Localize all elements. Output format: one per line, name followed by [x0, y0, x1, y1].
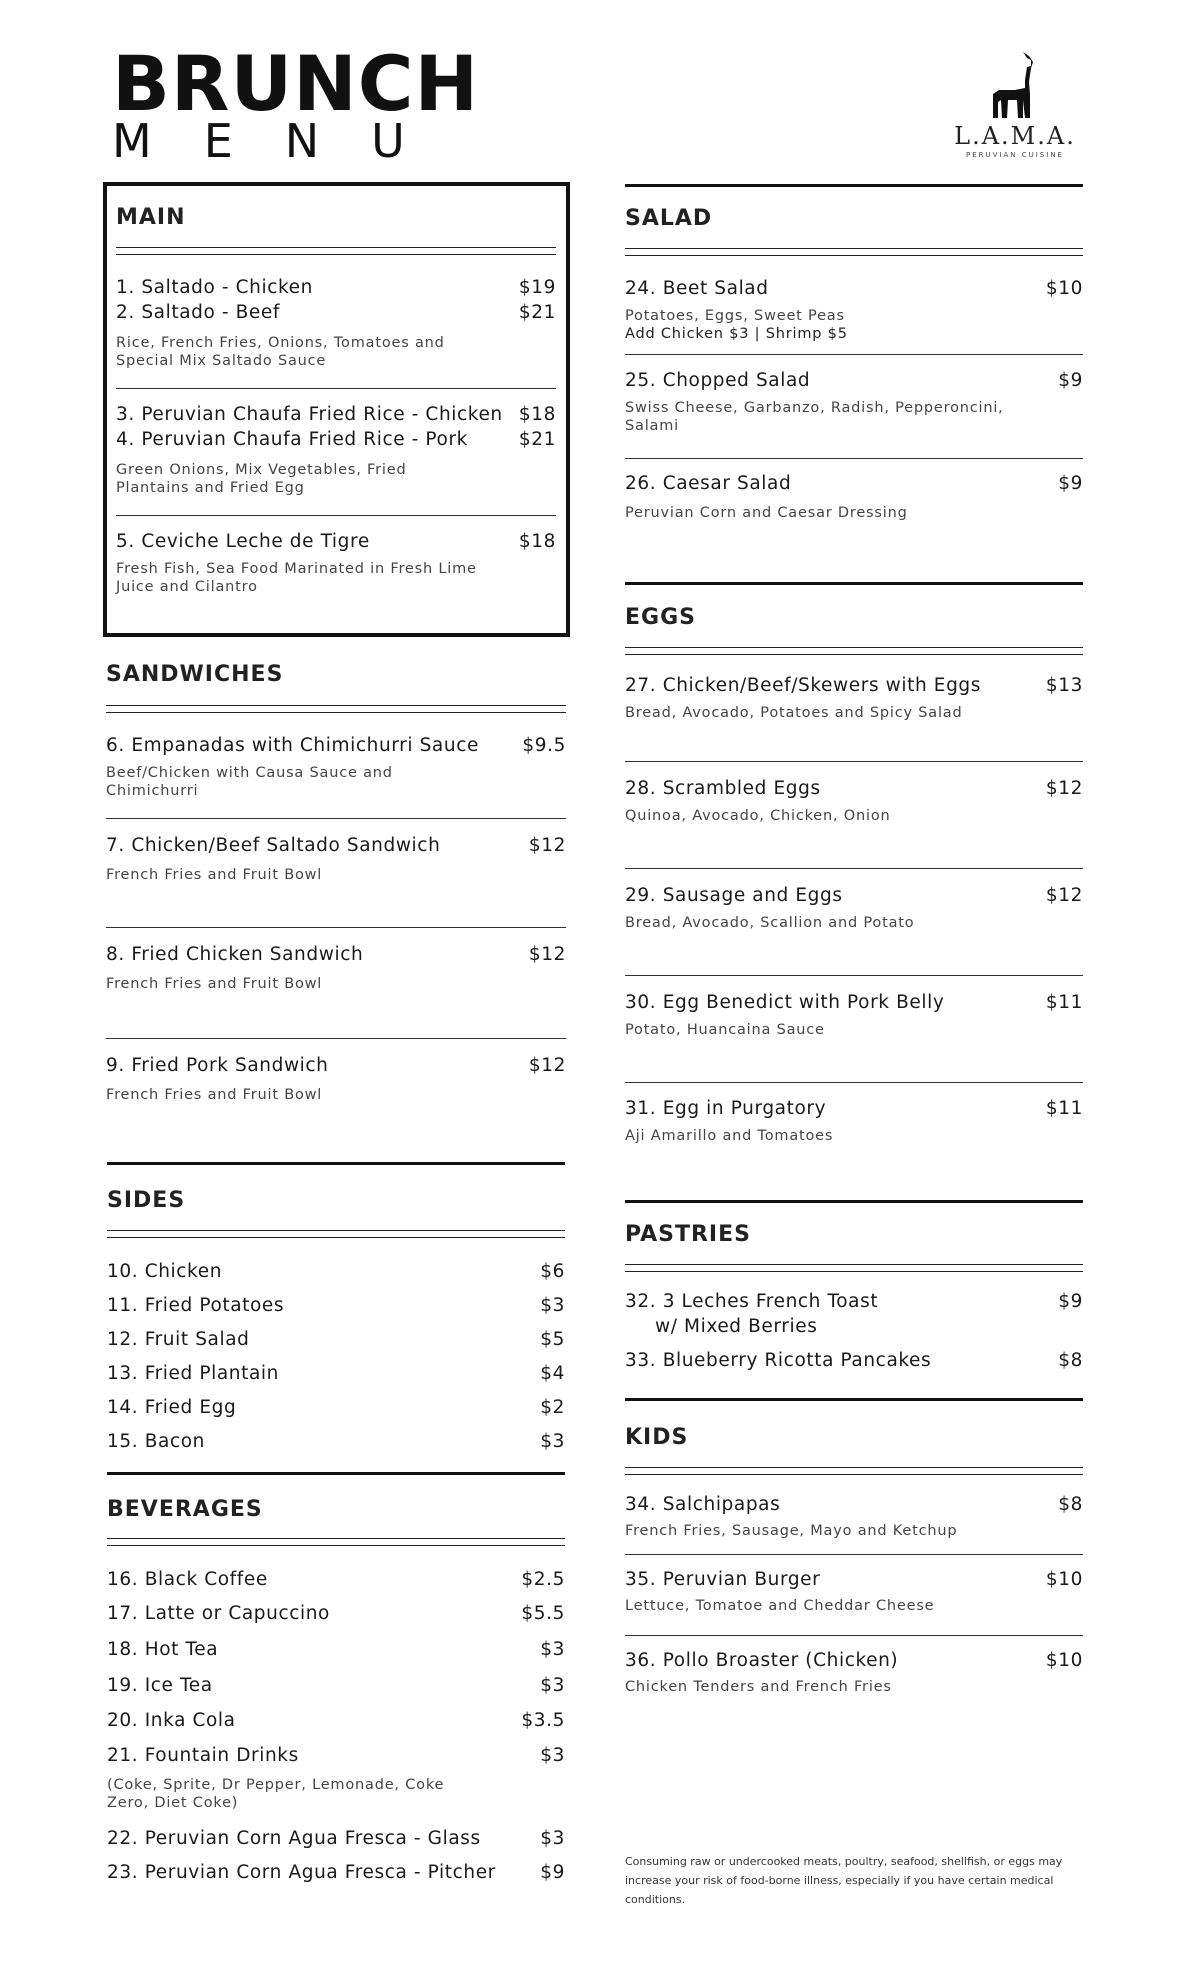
- beverages-list: [107, 1563, 565, 1890]
- section-title-main: MAIN: [116, 205, 186, 230]
- menu-item: 21. Fountain Drinks $3: [107, 1745, 565, 1766]
- logo-name: L.A.M.A.: [954, 122, 1076, 150]
- menu-item: 34. Salchipapas $8 French Fries, Sausage, Mayo and Ketchup: [625, 1494, 1083, 1539]
- divider: [625, 458, 1083, 459]
- menu-item: 6. Empanadas with Chimichurri Sauce $9.5 Beef/Chicken with Causa Sauce and Chimichurri: [106, 735, 566, 799]
- menu-subtitle: MENU: [112, 114, 457, 168]
- divider: [625, 354, 1083, 355]
- menu-item: 13. Fried Plantain $4: [107, 1363, 565, 1384]
- menu-item: 28. Scrambled Eggs $12 Quinoa, Avocado, Chicken, Onion: [625, 778, 1083, 824]
- menu-item: 2. Saltado - Beef $21: [116, 302, 556, 323]
- menu-item: 29. Sausage and Eggs $12 Bread, Avocado, Scallion and Potato: [625, 885, 1083, 931]
- divider: [625, 184, 1083, 187]
- menu-item: 15. Bacon $3: [107, 1431, 565, 1452]
- item-description: Green Onions, Mix Vegetables, Fried Plantains and Fried Egg: [116, 462, 407, 496]
- main-group-2: [116, 402, 556, 497]
- menu-item: 20. Inka Cola $3.5: [107, 1710, 565, 1731]
- pastries-section: [625, 1222, 1083, 1373]
- menu-item: 3. Peruvian Chaufa Fried Rice - Chicken $18: [116, 404, 556, 425]
- beverages-section: [107, 1497, 565, 1890]
- section-title-eggs: EGGS: [625, 605, 696, 630]
- menu-title: BRUNCH: [112, 39, 480, 128]
- item-description: Rice, French Fries, Onions, Tomatoes and Special Mix Saltado Sauce: [116, 335, 445, 369]
- menu-item: 30. Egg Benedict with Pork Belly $11 Potato, Huancaina Sauce: [625, 992, 1083, 1038]
- divider: [106, 705, 566, 713]
- divider: [625, 761, 1083, 762]
- kids-section: [625, 1425, 1083, 1696]
- eggs-section: [625, 605, 1083, 1145]
- section-title-pastries: PASTRIES: [625, 1222, 751, 1247]
- divider: [625, 1264, 1083, 1272]
- menu-item: 9. Fried Pork Sandwich $12 French Fries and Fruit Bowl: [106, 1055, 566, 1103]
- menu-item: 19. Ice Tea $3: [107, 1675, 565, 1696]
- menu-item: 1. Saltado - Chicken $19: [116, 277, 556, 298]
- menu-item: 18. Hot Tea $3: [107, 1639, 565, 1660]
- divider: [625, 582, 1083, 585]
- section-title-salad: SALAD: [625, 206, 713, 231]
- divider: [106, 927, 566, 928]
- item-description: (Coke, Sprite, Dr Pepper, Lemonade, Coke Zero, Diet Coke): [107, 1777, 445, 1811]
- divider: [107, 1472, 565, 1475]
- menu-item: 5. Ceviche Leche de Tigre $18: [116, 531, 556, 552]
- menu-item: 16. Black Coffee $2.5: [107, 1569, 565, 1590]
- menu-item: 22. Peruvian Corn Agua Fresca - Glass $3: [107, 1828, 565, 1849]
- menu-item: 26. Caesar Salad $9 Peruvian Corn and Caesar Dressing: [625, 473, 1083, 521]
- menu-item: 11. Fried Potatoes $3: [107, 1295, 565, 1316]
- divider: [106, 1038, 566, 1039]
- menu-item: 31. Egg in Purgatory $11 Aji Amarillo and Tomatoes: [625, 1098, 1083, 1144]
- divider: [116, 388, 556, 389]
- menu-item: 17. Latte or Capuccino $5.5: [107, 1603, 565, 1624]
- menu-item: 8. Fried Chicken Sandwich $12 French Fries and Fruit Bowl: [106, 944, 566, 992]
- section-title-kids: KIDS: [625, 1425, 689, 1450]
- menu-item: 27. Chicken/Beef/Skewers with Eggs $13 Bread, Avocado, Potatoes and Spicy Salad: [625, 675, 1083, 721]
- sides-list: [107, 1255, 565, 1459]
- menu-item: 32. 3 Leches French Toast $9 w/ Mixed Berries: [625, 1291, 1083, 1337]
- section-title-beverages: BEVERAGES: [107, 1497, 263, 1522]
- divider: [106, 818, 566, 819]
- main-group-1: [116, 275, 556, 370]
- menu-item: 36. Pollo Broaster (Chicken) $10 Chicken Tenders and French Fries: [625, 1650, 1083, 1695]
- divider: [625, 1398, 1083, 1401]
- divider: [625, 647, 1083, 655]
- section-title-sides: SIDES: [107, 1188, 186, 1213]
- main-section-content: [116, 205, 556, 596]
- llama-icon: [985, 50, 1045, 120]
- divider: [107, 1538, 565, 1546]
- divider: [107, 1162, 565, 1165]
- sandwiches-section: [106, 662, 566, 1104]
- main-group-3: [116, 529, 556, 596]
- menu-item: 10. Chicken $6: [107, 1261, 565, 1282]
- divider: [116, 247, 556, 255]
- divider: [116, 515, 556, 516]
- divider: [625, 1635, 1083, 1636]
- sides-section: [107, 1188, 565, 1459]
- divider: [625, 1200, 1083, 1203]
- menu-item: 23. Peruvian Corn Agua Fresca - Pitcher $9: [107, 1862, 565, 1883]
- divider: [625, 1082, 1083, 1083]
- item-description: Fresh Fish, Sea Food Marinated in Fresh Lime Juice and Cilantro: [116, 561, 477, 595]
- food-safety-note: Consuming raw or undercooked meats, poultry, seafood, shellfish, or eggs may increase your risk of food-borne illness, especially if you have certain medical conditions.: [625, 1855, 1063, 1906]
- menu-item: 7. Chicken/Beef Saltado Sandwich $12 French Fries and Fruit Bowl: [106, 835, 566, 883]
- menu-item: 33. Blueberry Ricotta Pancakes $8: [625, 1350, 1083, 1371]
- divider: [625, 248, 1083, 256]
- divider: [625, 868, 1083, 869]
- menu-item: 14. Fried Egg $2: [107, 1397, 565, 1418]
- logo-tagline: PERUVIAN CUISINE: [966, 151, 1064, 159]
- menu-item: 4. Peruvian Chaufa Fried Rice - Pork $21: [116, 429, 556, 450]
- menu-item: 25. Chopped Salad $9 Swiss Cheese, Garbanzo, Radish, Pepperoncini, Salami: [625, 370, 1083, 434]
- divider: [625, 1467, 1083, 1475]
- section-title-sandwiches: SANDWICHES: [106, 662, 284, 687]
- menu-item: 24. Beet Salad $10 Potatoes, Eggs, Sweet Peas Add Chicken $3 | Shrimp $5: [625, 278, 1083, 342]
- menu-item: 35. Peruvian Burger $10 Lettuce, Tomatoe and Cheddar Cheese: [625, 1569, 1083, 1614]
- salad-section: [625, 206, 1083, 522]
- divider: [107, 1230, 565, 1238]
- divider: [625, 1554, 1083, 1555]
- divider: [625, 975, 1083, 976]
- restaurant-logo: [940, 50, 1090, 165]
- menu-item: 12. Fruit Salad $5: [107, 1329, 565, 1350]
